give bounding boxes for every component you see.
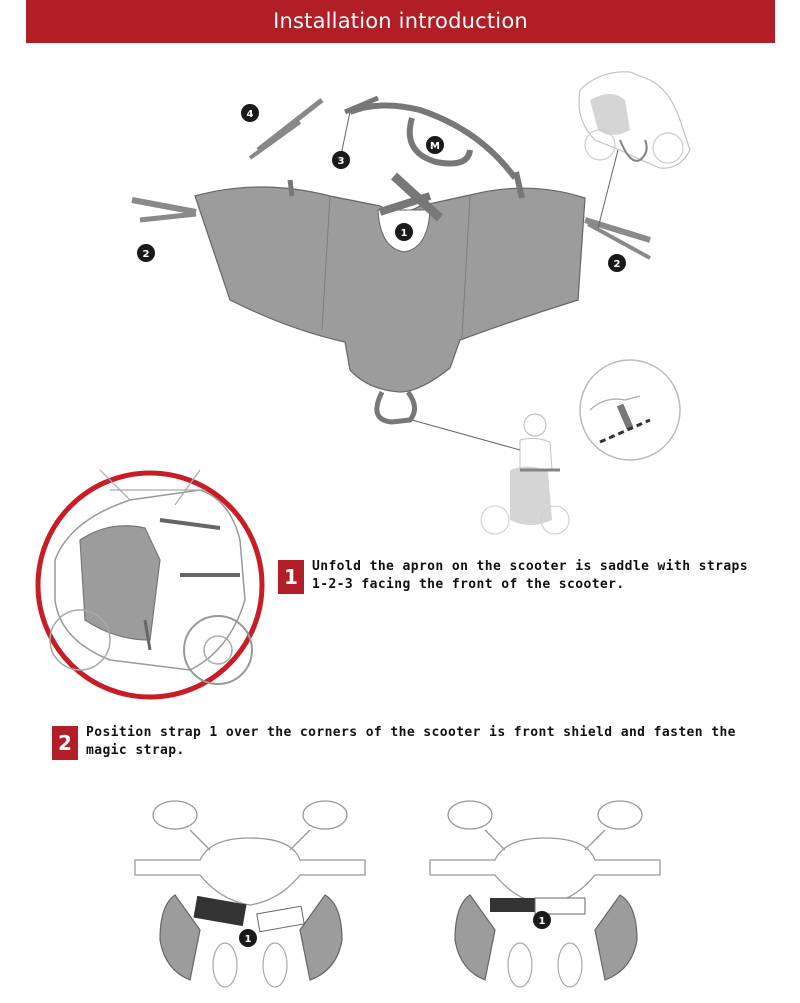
magic-strap-label [426, 136, 444, 154]
apron-diagram [132, 98, 650, 450]
svg-text:2: 2 [613, 259, 621, 270]
step-1 [278, 560, 768, 594]
step-1-number: 1 [278, 560, 304, 594]
svg-text:4: 4 [246, 109, 254, 120]
strap-detail-circle [580, 360, 680, 460]
step-1-text: Unfold the apron on the scooter is saddle with straps 1-2-3 facing the front of the scooter. [312, 559, 749, 592]
strap-label-2-left [137, 244, 155, 262]
strap-label-3 [332, 151, 350, 169]
strap-label-4 [241, 104, 259, 122]
front-view-left [135, 801, 365, 987]
step-2-number: 2 [52, 726, 78, 760]
rider-icon [481, 414, 569, 534]
svg-text:2: 2 [142, 249, 150, 260]
front-view-right [430, 801, 660, 987]
page-title: Installation introduction [26, 0, 775, 43]
svg-text:1: 1 [400, 228, 408, 239]
step-2 [52, 726, 762, 760]
step-2-text: Position strap 1 over the corners of the scooter is front shield and fasten the magic strap. [86, 725, 736, 758]
strap-label-2-right [608, 254, 626, 272]
svg-text:3: 3 [337, 156, 345, 167]
step-1-illustration [38, 470, 262, 697]
detail-label-left: 1 [244, 934, 252, 945]
detail-label-right: 1 [538, 916, 546, 927]
scooter-side-icon [579, 72, 690, 168]
strap-label-1 [395, 223, 413, 241]
svg-text:M: M [430, 141, 440, 152]
